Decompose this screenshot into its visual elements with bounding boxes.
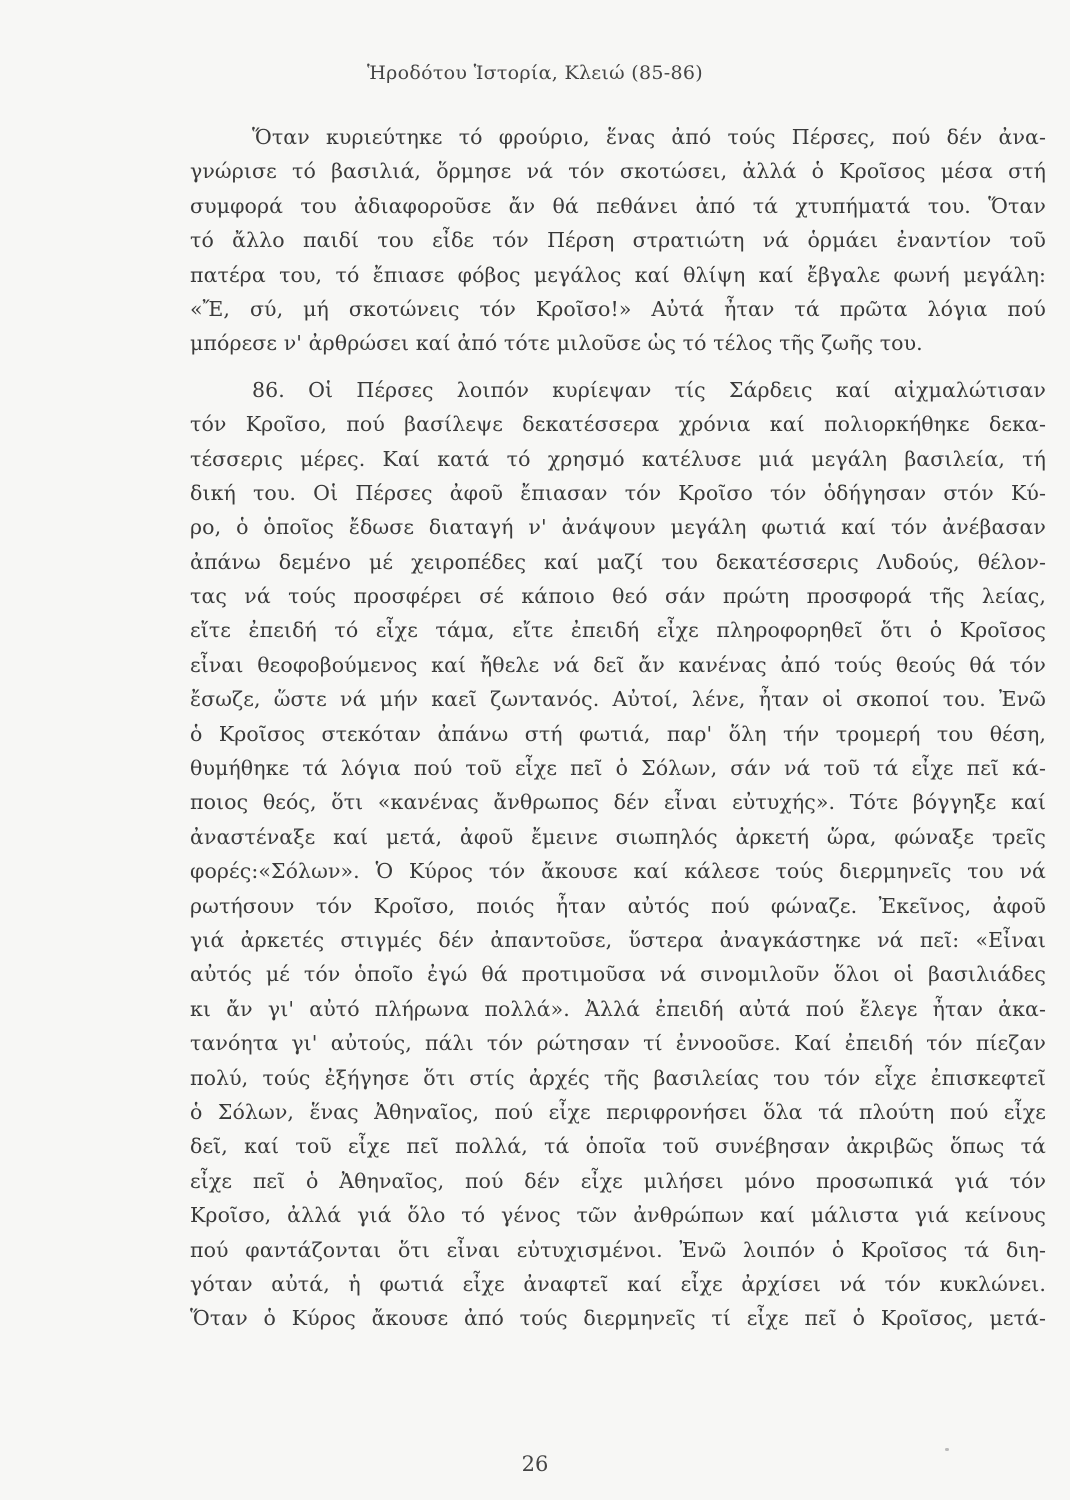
paragraph-gap (190, 361, 1046, 373)
text-line: τέσσερις μέρες. Καί κατά τό χρησμό κατέλυσε μιά μεγάλη βασιλεία, τή (190, 446, 1046, 471)
text-line: ὁ Κροῖσος στεκόταν ἀπάνω στή φωτιά, παρ' ὅλη τήν τρομερή του θέση, (190, 721, 1046, 746)
text-line: φορές:«Σόλων». Ὁ Κύρος τόν ἄκουσε καί κάλεσε τούς διερμηνεῖς του νά (190, 859, 1046, 884)
body-text (190, 120, 1046, 1336)
text-line: συμφορά του ἀδιαφοροῦσε ἄν θά πεθάνει ἀπό τά χτυπήματά του. Ὅταν (190, 193, 1046, 218)
page-number: 26 (521, 1452, 549, 1476)
text-line: ἀπάνω δεμένο μέ χειροπέδες καί μαζί του δεκατέσσερις Λυδούς, θέλον- (190, 549, 1046, 574)
text-line: εἶναι θεοφοβούμενος καί ἤθελε νά δεῖ ἄν κανένας ἀπό τούς θεούς θά τόν (190, 652, 1046, 677)
text-line: τόν Κροῖσο, πού βασίλεψε δεκατέσσερα χρόνια καί πολιορκήθηκε δεκα- (190, 412, 1046, 437)
text-line: κι ἄν γι' αὐτό πλήρωνα πολλά». Ἀλλά ἐπειδή αὐτά πού ἔλεγε ἦταν ἀκα- (190, 996, 1046, 1021)
text-line: Ὅταν κυριεύτηκε τό φρούριο, ἕνας ἀπό τούς Πέρσες, πού δέν ἀνα- (252, 125, 1046, 149)
text-line: ρο, ὁ ὁποῖος ἔδωσε διαταγή ν' ἀνάψουν μεγάλη φωτιά καί τόν ἀνέβασαν (190, 515, 1046, 540)
text-line: ὁ Σόλων, ἕνας Ἀθηναῖος, πού εἶχε περιφρονήσει ὅλα τά πλούτη πού εἶχε (190, 1099, 1046, 1124)
paper-speck (945, 1448, 949, 1451)
text-line: εἶχε πεῖ ὁ Ἀθηναῖος, πού δέν εἶχε μιλήσει μόνο προσωπικά γιά τόν (190, 1168, 1046, 1193)
text-line: «Ἔ, σύ, μή σκοτώνεις τόν Κροῖσο!» Αὐτά ἦταν τά πρῶτα λόγια πού (190, 296, 1046, 321)
paragraph-85-end (190, 120, 1046, 361)
text-line: ἀναστέναξε καί μετά, ἀφοῦ ἔμεινε σιωπηλός ἀρκετή ὥρα, φώναξε τρεῖς (190, 824, 1046, 849)
text-line: ρωτήσουν τόν Κροῖσο, ποιός ἦταν αὐτός πού φώναζε. Ἐκεῖνος, ἀφοῦ (190, 893, 1046, 918)
text-line: γιά ἀρκετές στιγμές δέν ἀπαντοῦσε, ὕστερα ἀναγκάστηκε νά πεῖ: «Εἶναι (190, 927, 1046, 952)
text-line: 86. Οἱ Πέρσες λοιπόν κυρίεψαν τίς Σάρδεις καί αἰχμαλώτισαν (252, 377, 1046, 402)
text-line: μπόρεσε ν' ἀρθρώσει καί ἀπό τότε μιλοῦσε ὡς τό τέλος τῆς ζωῆς του. (190, 331, 923, 356)
text-line: πατέρα του, τό ἔπιασε φόβος μεγάλος καί θλίψη καί ἔβγαλε φωνή μεγάλη: (190, 262, 1046, 287)
text-line: πολύ, τούς ἐξήγησε ὅτι στίς ἀρχές τῆς βασιλείας του τόν εἶχε ἐπισκεφτεῖ (190, 1065, 1046, 1090)
text-line: γόταν αὐτά, ἡ φωτιά εἶχε ἀναφτεῖ καί εἶχε ἀρχίσει νά τόν κυκλώνει. (190, 1271, 1046, 1296)
text-line: δική του. Οἱ Πέρσες ἀφοῦ ἔπιασαν τόν Κροῖσο τόν ὁδήγησαν στόν Κύ- (190, 480, 1046, 505)
text-line: τανόητα γι' αὐτούς, πάλι τόν ρώτησαν τί ἐννοοῦσε. Καί ἐπειδή τόν πίεζαν (190, 1031, 1046, 1056)
text-line: εἴτε ἐπειδή τό εἶχε τάμα, εἴτε ἐπειδή εἶχε πληροφορηθεῖ ὅτι ὁ Κροῖσος (190, 618, 1046, 643)
text-line: τας νά τούς προσφέρει σέ κάποιο θεό σάν πρώτη προσφορά τῆς λείας, (190, 584, 1046, 609)
text-line: ἔσωζε, ὥστε νά μήν καεῖ ζωντανός. Αὐτοί, λένε, ἦταν οἱ σκοποί του. Ἐνῶ (190, 687, 1046, 712)
running-head: Ἡροδότου Ἱστορία, Κλειώ (85-86) (366, 62, 704, 84)
text-line: Κροῖσο, ἀλλά γιά ὅλο τό γένος τῶν ἀνθρώπων καί μάλιστα γιά κείνους (190, 1203, 1046, 1228)
text-line: Ὅταν ὁ Κύρος ἄκουσε ἀπό τούς διερμηνεῖς τί εἶχε πεῖ ὁ Κροῖσος, μετά- (190, 1306, 1046, 1331)
text-line: θυμήθηκε τά λόγια πού τοῦ εἶχε πεῖ ὁ Σόλων, σάν νά τοῦ τά εἶχε πεῖ κά- (190, 756, 1046, 781)
text-line: τό ἄλλο παιδί του εἶδε τόν Πέρση στρατιώτη νά ὁρμάει ἐναντίον τοῦ (190, 228, 1046, 253)
paragraph-86 (190, 373, 1046, 1336)
text-line: δεῖ, καί τοῦ εἶχε πεῖ πολλά, τά ὁποῖα τοῦ συνέβησαν ἀκριβῶς ὅπως τά (190, 1134, 1046, 1159)
text-line: γνώρισε τό βασιλιά, ὅρμησε νά τόν σκοτώσει, ἀλλά ὁ Κροῖσος μέσα στή (190, 159, 1046, 184)
text-line: αὐτός μέ τόν ὁποῖο ἐγώ θά προτιμοῦσα νά σινομιλοῦν ὅλοι οἱ βασιλιάδες (190, 962, 1046, 987)
text-line: ποιος θεός, ὅτι «κανένας ἄνθρωπος δέν εἶναι εὐτυχής». Τότε βόγγηξε καί (190, 790, 1046, 815)
text-line: πού φαντάζονται ὅτι εἶναι εὐτυχισμένοι. Ἐνῶ λοιπόν ὁ Κροῖσος τά διη- (190, 1237, 1046, 1262)
